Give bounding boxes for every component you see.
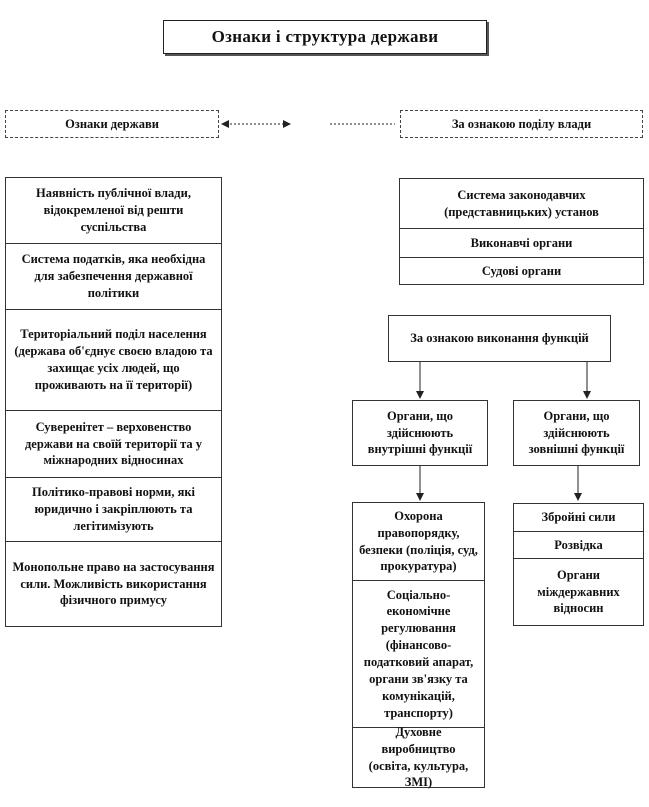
internal-functions-header: Органи, що здійснюють внутрішні функції — [352, 400, 488, 466]
internal-item: Соціально-економічне регулювання (фінансово-податковий апарат, органи зв'язку та комунікацій, транспорту) — [353, 580, 484, 727]
external-item: Органи міждержавних відносин — [514, 558, 643, 625]
sign-item: Територіальний поділ населення (держава об'єднує своєю владою та захищає усіх людей, що проживають на її території) — [6, 309, 221, 410]
branch-item: Виконавчі органи — [400, 228, 643, 257]
sign-item: Монопольне право на застосування сили. Можливість використання фізичного примусу — [6, 541, 221, 626]
signs-list — [5, 177, 222, 627]
diagram-title: Ознаки і структура держави — [163, 20, 487, 54]
external-functions-header: Органи, що здійснюють зовнішні функції — [513, 400, 640, 466]
branch-item: Система законодавчих (представницьких) установ — [444, 187, 599, 219]
external-item: Розвідка — [514, 531, 643, 558]
internal-item: Духовне виробництво (освіта, культура, ЗМІ) — [353, 727, 484, 787]
power-division-header: За ознакою поділу влади — [400, 110, 643, 138]
sign-item: Наявність публічної влади, відокремленої від решти суспільства — [36, 186, 191, 234]
branches-list — [399, 178, 644, 285]
sign-item: Суверенітет – верховенство держави на своїй території та у міжнародних відносинах — [6, 410, 221, 477]
internal-item: Охорона правопорядку, безпеки (поліція, суд, прокуратура) — [359, 508, 478, 574]
sign-item: Політико-правові норми, які юридично і закріплюють та легітимізують — [6, 477, 221, 541]
branch-item: Судові органи — [400, 257, 643, 284]
functions-header: За ознакою виконання функцій — [388, 315, 611, 362]
signs-header: Ознаки держави — [5, 110, 219, 138]
internal-items-list — [352, 502, 485, 788]
external-items-list — [513, 503, 644, 626]
sign-item: Система податків, яка необхідна для забезпечення державної політики — [6, 243, 221, 309]
external-item: Збройні сили — [541, 510, 616, 525]
